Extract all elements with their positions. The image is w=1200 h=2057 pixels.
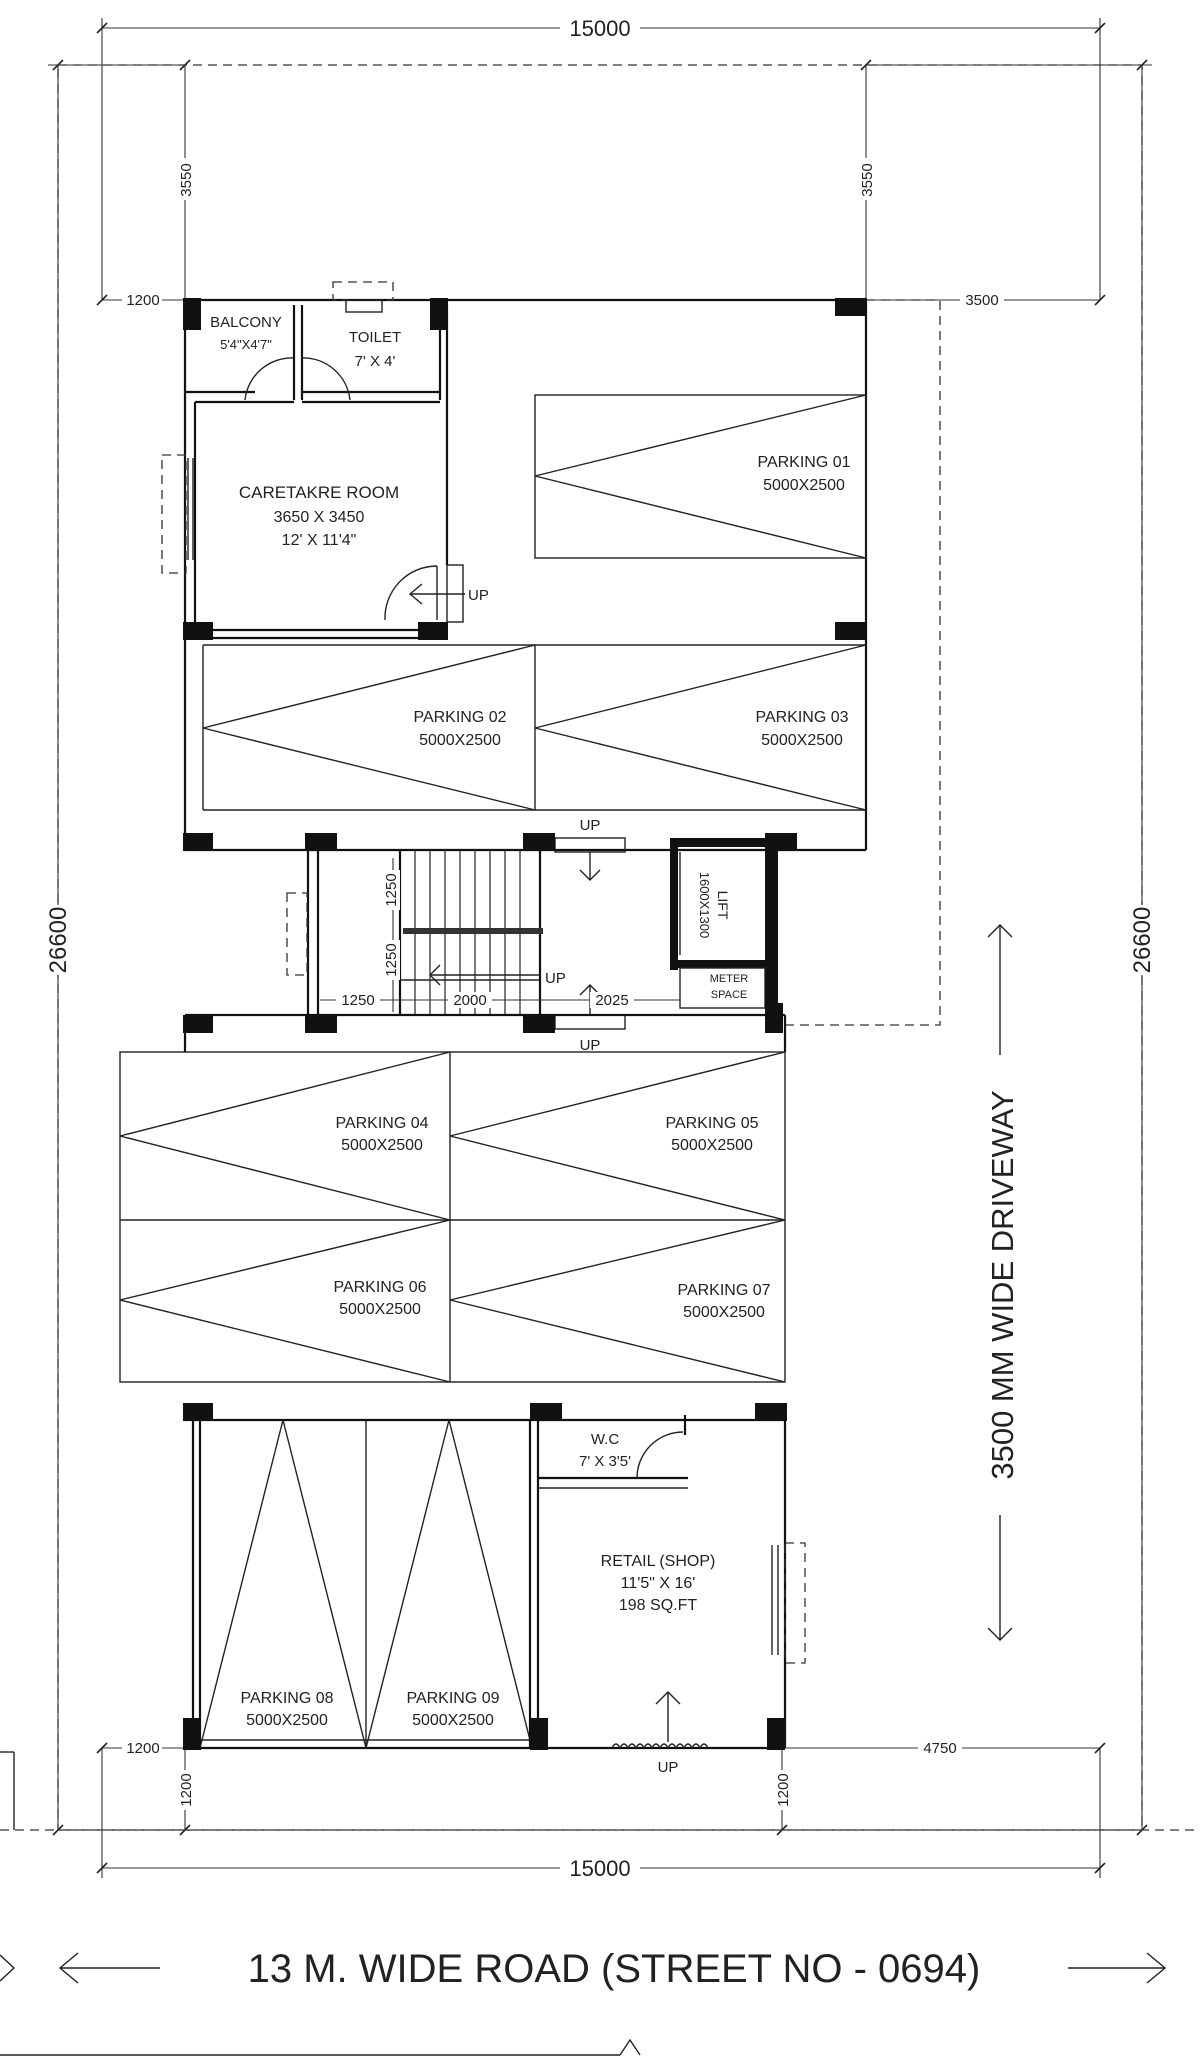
dim-stair-run: 2000: [453, 992, 487, 1009]
meter-label-1: METER: [709, 973, 749, 985]
retail-area: 198 SQ.FT: [618, 1597, 698, 1614]
parking-09-label: PARKING 09: [406, 1690, 500, 1707]
parking-03-label: PARKING 03: [755, 709, 849, 726]
parking-07-label: PARKING 07: [677, 1282, 771, 1299]
parking-02-label: PARKING 02: [413, 709, 507, 726]
parking-01-size: 5000X2500: [763, 477, 845, 494]
dim-stair-flight-1: 1250: [383, 873, 400, 907]
caretaker-size-mm: 3650 X 3450: [273, 509, 365, 526]
parking-06-label: PARKING 06: [333, 1279, 427, 1296]
middle-parking: [120, 1015, 785, 1382]
caretaker-label: CARETAKRE ROOM: [238, 483, 400, 502]
dim-stair-flight-2: 1250: [383, 943, 400, 977]
dim-rear-setback-right: 1200: [775, 1773, 792, 1807]
meter-label-2: SPACE: [710, 989, 748, 1001]
retail-up-label: UP: [657, 1759, 679, 1776]
dim-front-setback-left: 3550: [178, 163, 195, 197]
parking-04-label: PARKING 04: [335, 1115, 429, 1132]
parking-07-size: 5000X2500: [683, 1304, 765, 1321]
toilet-size: 7' X 4': [354, 353, 396, 370]
dim-front-setback-right: 3550: [859, 163, 876, 197]
parking-01-label: PARKING 01: [757, 454, 851, 471]
dim-rear-setback-left: 1200: [178, 1773, 195, 1807]
parking-04-size: 5000X2500: [341, 1137, 423, 1154]
parking-02-size: 5000X2500: [419, 732, 501, 749]
lift-size: 1600X1300: [697, 871, 712, 939]
dim-side-setback-left-bottom: 1200: [126, 1740, 160, 1757]
dim-stair-landing: 1250: [341, 992, 375, 1009]
caretaker-size-ft: 12' X 11'4": [281, 532, 357, 549]
driveway-label: 3500 MM WIDE DRIVEWAY: [985, 1090, 1020, 1480]
upper-block: [162, 282, 940, 1025]
parking-08-label: PARKING 08: [240, 1690, 334, 1707]
dim-lobby-width: 2025: [595, 992, 629, 1009]
entry-up-label: UP: [468, 587, 489, 604]
road-label: 13 M. WIDE ROAD (STREET NO - 0694): [247, 1947, 981, 1991]
retail-label: RETAIL (SHOP): [600, 1553, 716, 1570]
dim-left-height: 26600: [45, 906, 72, 974]
toilet-label: TOILET: [348, 329, 402, 346]
parking-06-size: 5000X2500: [339, 1301, 421, 1318]
dim-top-width: 15000: [569, 16, 631, 41]
balcony-label: BALCONY: [210, 314, 282, 331]
parking-03-size: 5000X2500: [761, 732, 843, 749]
parking-05-label: PARKING 05: [665, 1115, 759, 1132]
parking-05-size: 5000X2500: [671, 1137, 753, 1154]
wc-size: 7' X 3'5': [579, 1453, 631, 1470]
dim-side-setback-left-top: 1200: [126, 292, 160, 309]
lobby-up-top: UP: [579, 817, 601, 834]
dim-side-setback-right-bottom: 4750: [923, 1740, 957, 1757]
dim-side-setback-right-top: 3500: [965, 292, 999, 309]
dim-right-height: 26600: [1129, 906, 1156, 974]
parking-09-size: 5000X2500: [412, 1712, 494, 1729]
stair-up-label: UP: [545, 970, 566, 987]
balcony-size: 5'4"X4'7": [220, 337, 272, 352]
retail-size: 11'5" X 16': [620, 1575, 696, 1592]
parking-08-size: 5000X2500: [246, 1712, 328, 1729]
dim-bottom-width: 15000: [569, 1856, 631, 1881]
lift-label: LIFT: [715, 890, 731, 920]
wc-label: W.C: [590, 1431, 620, 1448]
stair-dimensions: [320, 858, 680, 1012]
lobby-up-bottom: UP: [579, 1037, 601, 1054]
road: [0, 1752, 1165, 2057]
